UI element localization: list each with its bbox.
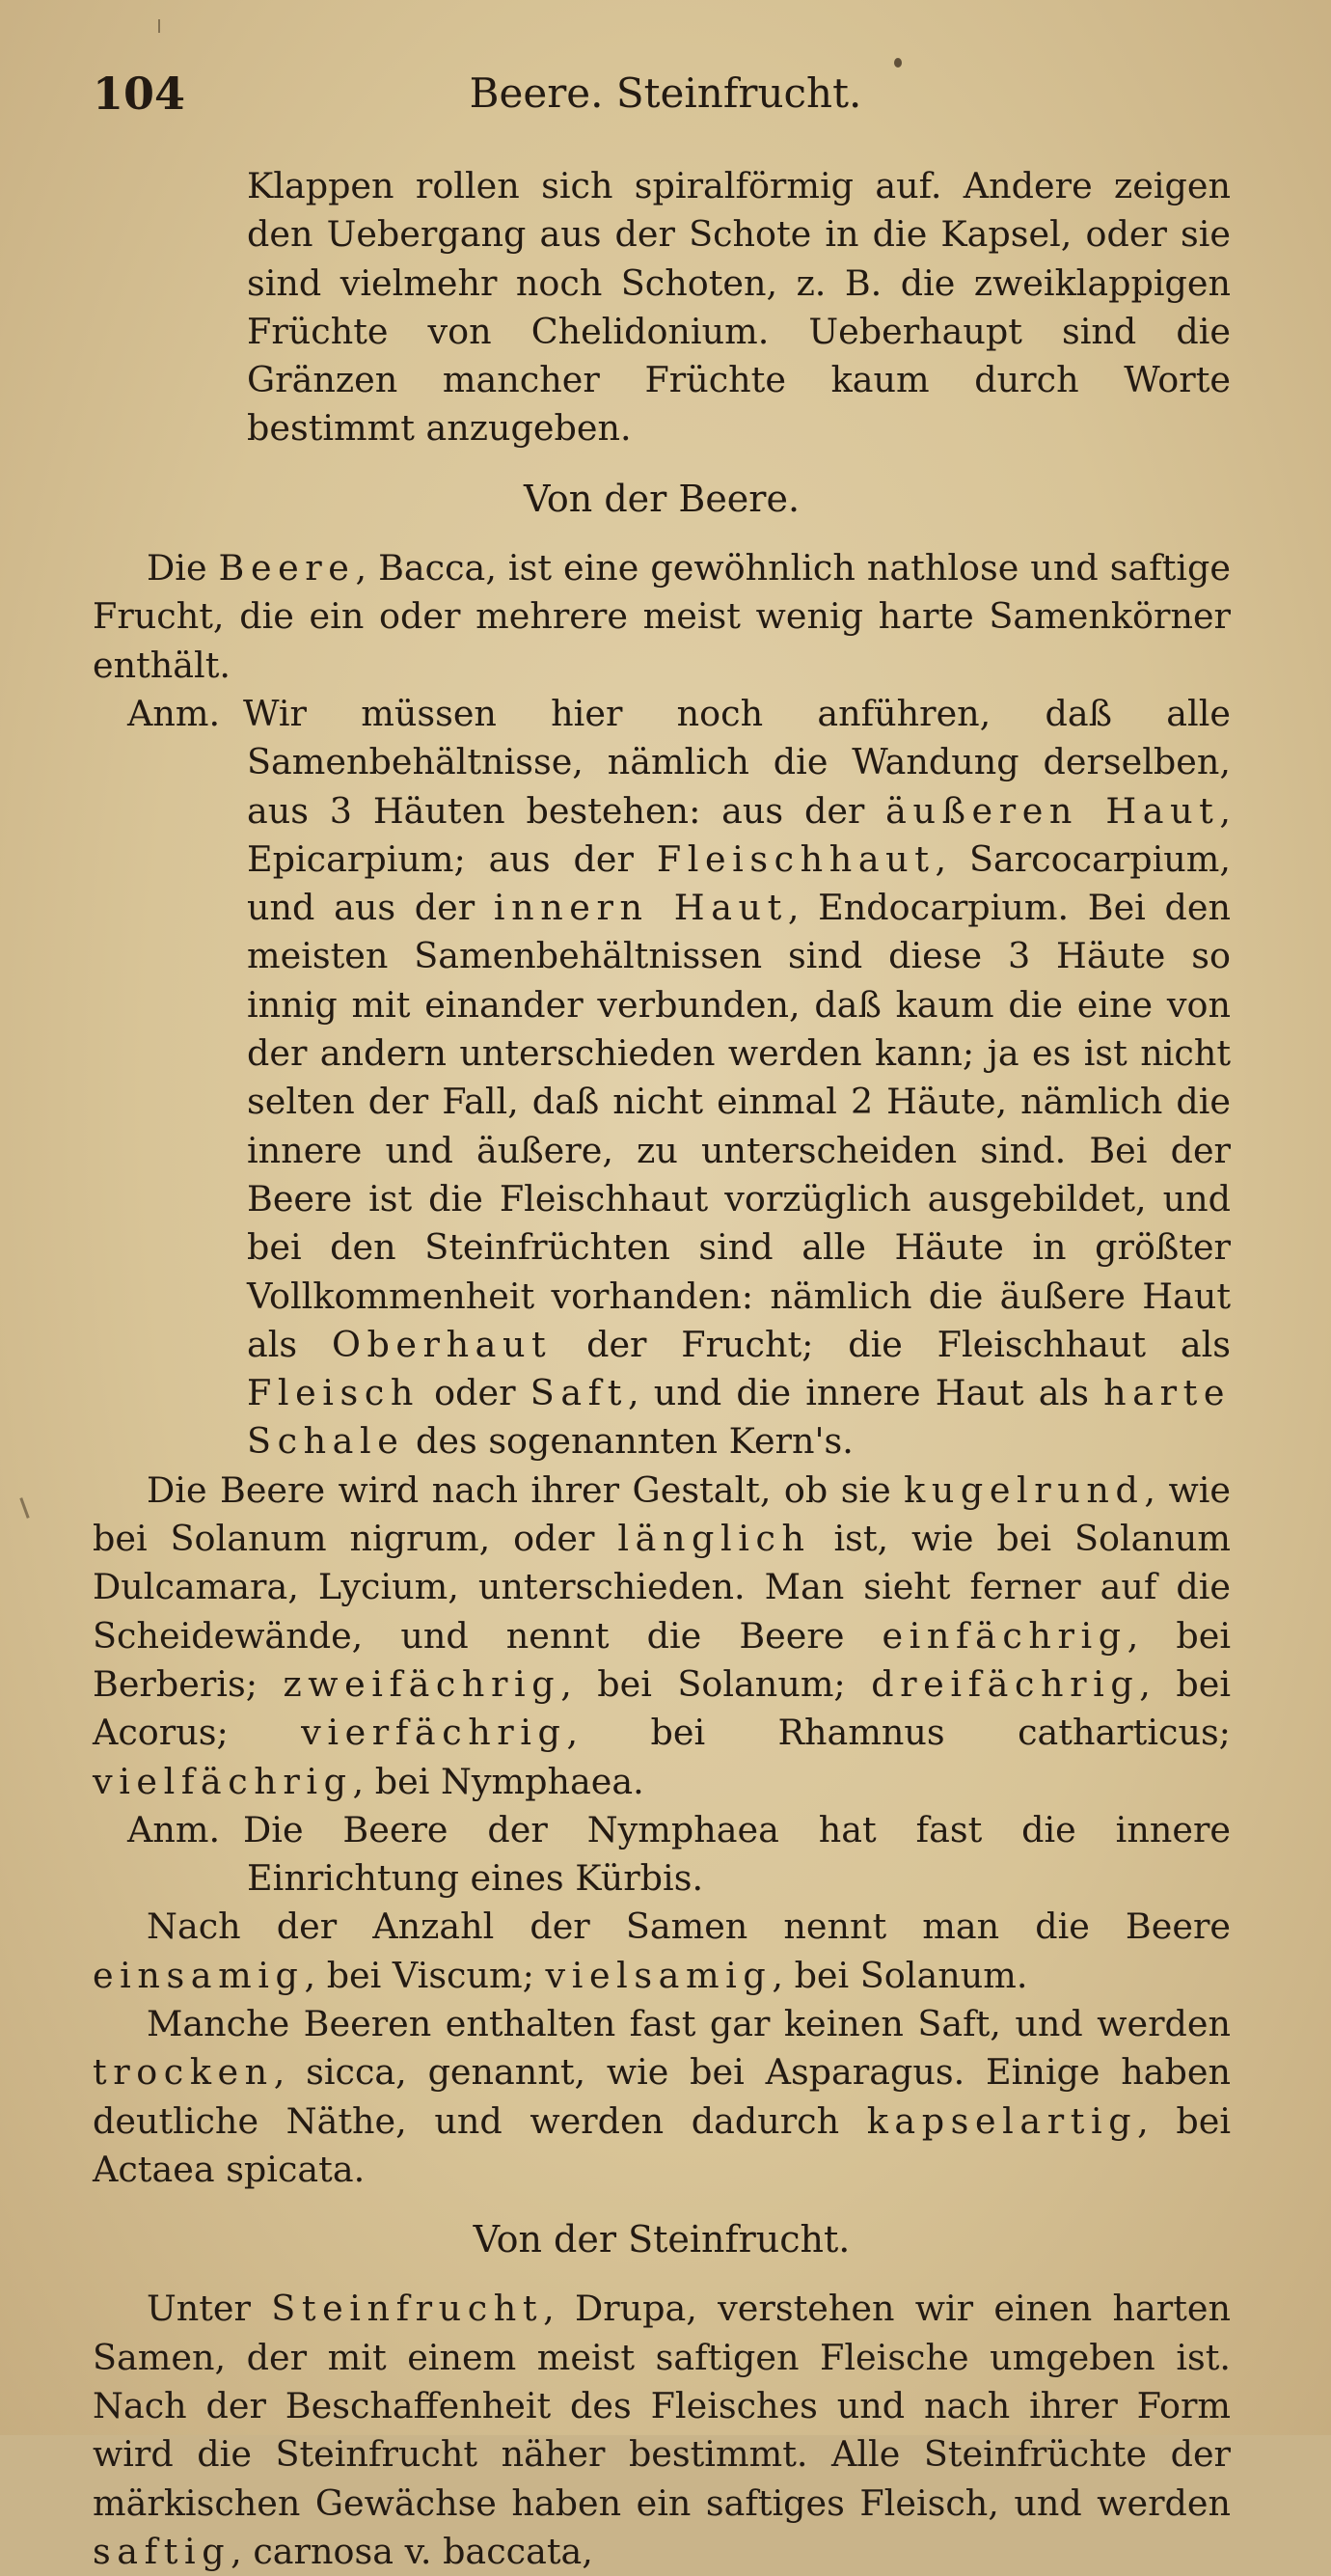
spaced-term: Saft [530,1372,628,1414]
page-body [93,162,1231,2576]
spaced-term: kugelrund [904,1468,1145,1511]
spaced-term: dreifächrig [871,1662,1140,1705]
annotation-label: Anm. [127,1808,221,1850]
ink-speck [19,1497,29,1519]
paragraph-steinfrucht: Unter Steinfrucht, Drupa, verstehen wir einen harten Samen, der mit einem meist saftigen Fleische umgeben ist. Nach der Beschaffenheit des Fleisches und nach ihrer Form wird die Steinfrucht näher bestimmt. Alle Steinfrüchte der märkischen Gewächse haben ein saftiges Fleisch, und werden saftig, carnosa v. baccata, [93,2288,1232,2572]
spaced-term: saftig [93,2530,231,2572]
spaced-term: zweifächrig [283,1662,561,1705]
spaced-term: einfächrig [882,1614,1127,1657]
page-header [93,68,1238,135]
spaced-term: Oberhaut [331,1323,553,1365]
annotation-label: Anm. [127,692,221,734]
running-title: Beere. Steinfrucht. [469,69,862,117]
spaced-term: Beere [218,547,356,589]
annotation-haeute: Anm. Wir müssen hier noch anführen, daß alle Samenbehältnisse, nämlich die Wandung derselben, aus 3 Häuten bestehen: aus der äußeren Haut, Epicarpium; aus der Fleischhaut, Sarcocarpium, und aus der innern Haut, Endocarpium. Bei den meisten Samenbehältnissen sind diese 3 Häute so innig mit einander verbunden, daß kaum die eine von der andern unterschieden werden kann; ja es ist nicht selten der Fall, daß nicht einmal 2 Häute, nämlich die innere und äußere, zu unterscheiden sind. Bei der Beere ist die Fleischhaut vorzüglich ausgebildet, und bei den Steinfrüchten sind alle Häute in größter Vollkommenheit vorhanden: nämlich die äußere Haut als Oberhaut der Frucht; die Fleischhaut als Fleisch oder Saft, und die innere Haut als harte Schale des sogenannten Kern's. [93,690,1231,1466]
annotation-nymphaea: Anm. Die Beere der Nymphaea hat fast die innere Einrichtung eines Kürbis. [93,1806,1231,1904]
section-heading-beere: Von der Beere. [523,477,801,520]
spaced-term: Steinfrucht [271,2288,544,2330]
paragraph-beere-definition: Die Beere, Bacca, ist eine gewöhnlich nathlose und saftige Frucht, die ein oder mehrere meist wenig harte Samenkörner enthält. [93,547,1231,686]
spaced-term: harte Schale [247,1372,1231,1463]
section-heading-steinfrucht: Von der Steinfrucht. [473,2218,851,2261]
page-number: 104 [93,68,186,120]
paragraph-gestalt: Die Beere wird nach ihrer Gestalt, ob sie kugelrund, wie bei Solanum nigrum, oder länglich ist, wie bei Solanum Dulcamara, Lycium, unterschieden. Man sieht ferner auf die Scheidewände, und nennt die Beere einfächrig, bei Berberis; zweifächrig, bei Solanum; dreifächrig, bei Acorus; vierfächrig, bei Rhamnus catharticus; vielfächrig, bei Nymphaea. [93,1468,1232,1802]
paragraph-saft: Manche Beeren enthalten fast gar keinen Saft, und werden trocken, sicca, genannt, wie bei Asparagus. Einige haben deutliche Näthe, und werden dadurch kapselartig, bei Actaea spicata. [93,2002,1232,2190]
paragraph-continuation: Klappen rollen sich spiralförmig auf. Andere zeigen den Uebergang aus der Schote in die Kapsel, oder sie sind vielmehr noch Schoten, z. B. die zweiklappigen Früchte von Chelidonium. Ueberhaupt sind die Gränzen mancher Früchte kaum durch Worte bestimmt anzugeben. [247,165,1231,450]
spaced-term: innern Haut [493,887,788,929]
spaced-term: äußeren Haut [885,789,1220,832]
spaced-term: länglich [617,1518,811,1560]
spaced-term: kapselartig [866,2099,1138,2142]
ink-speck [158,19,160,33]
spaced-term: vielsamig [545,1954,773,1996]
spaced-term: Fleisch [247,1372,420,1414]
spaced-term: vielfächrig [93,1760,353,1802]
paragraph-samen: Nach der Anzahl der Samen nennt man die Beere einsamig, bei Viscum; vielsamig, bei Solanum. [93,1905,1231,1996]
spaced-term: einsamig [93,1954,305,1996]
spaced-term: trocken [93,2051,274,2094]
spaced-term: vierfächrig [301,1712,567,1754]
ink-speck [894,58,902,68]
spaced-term: Fleischhaut [656,837,936,880]
